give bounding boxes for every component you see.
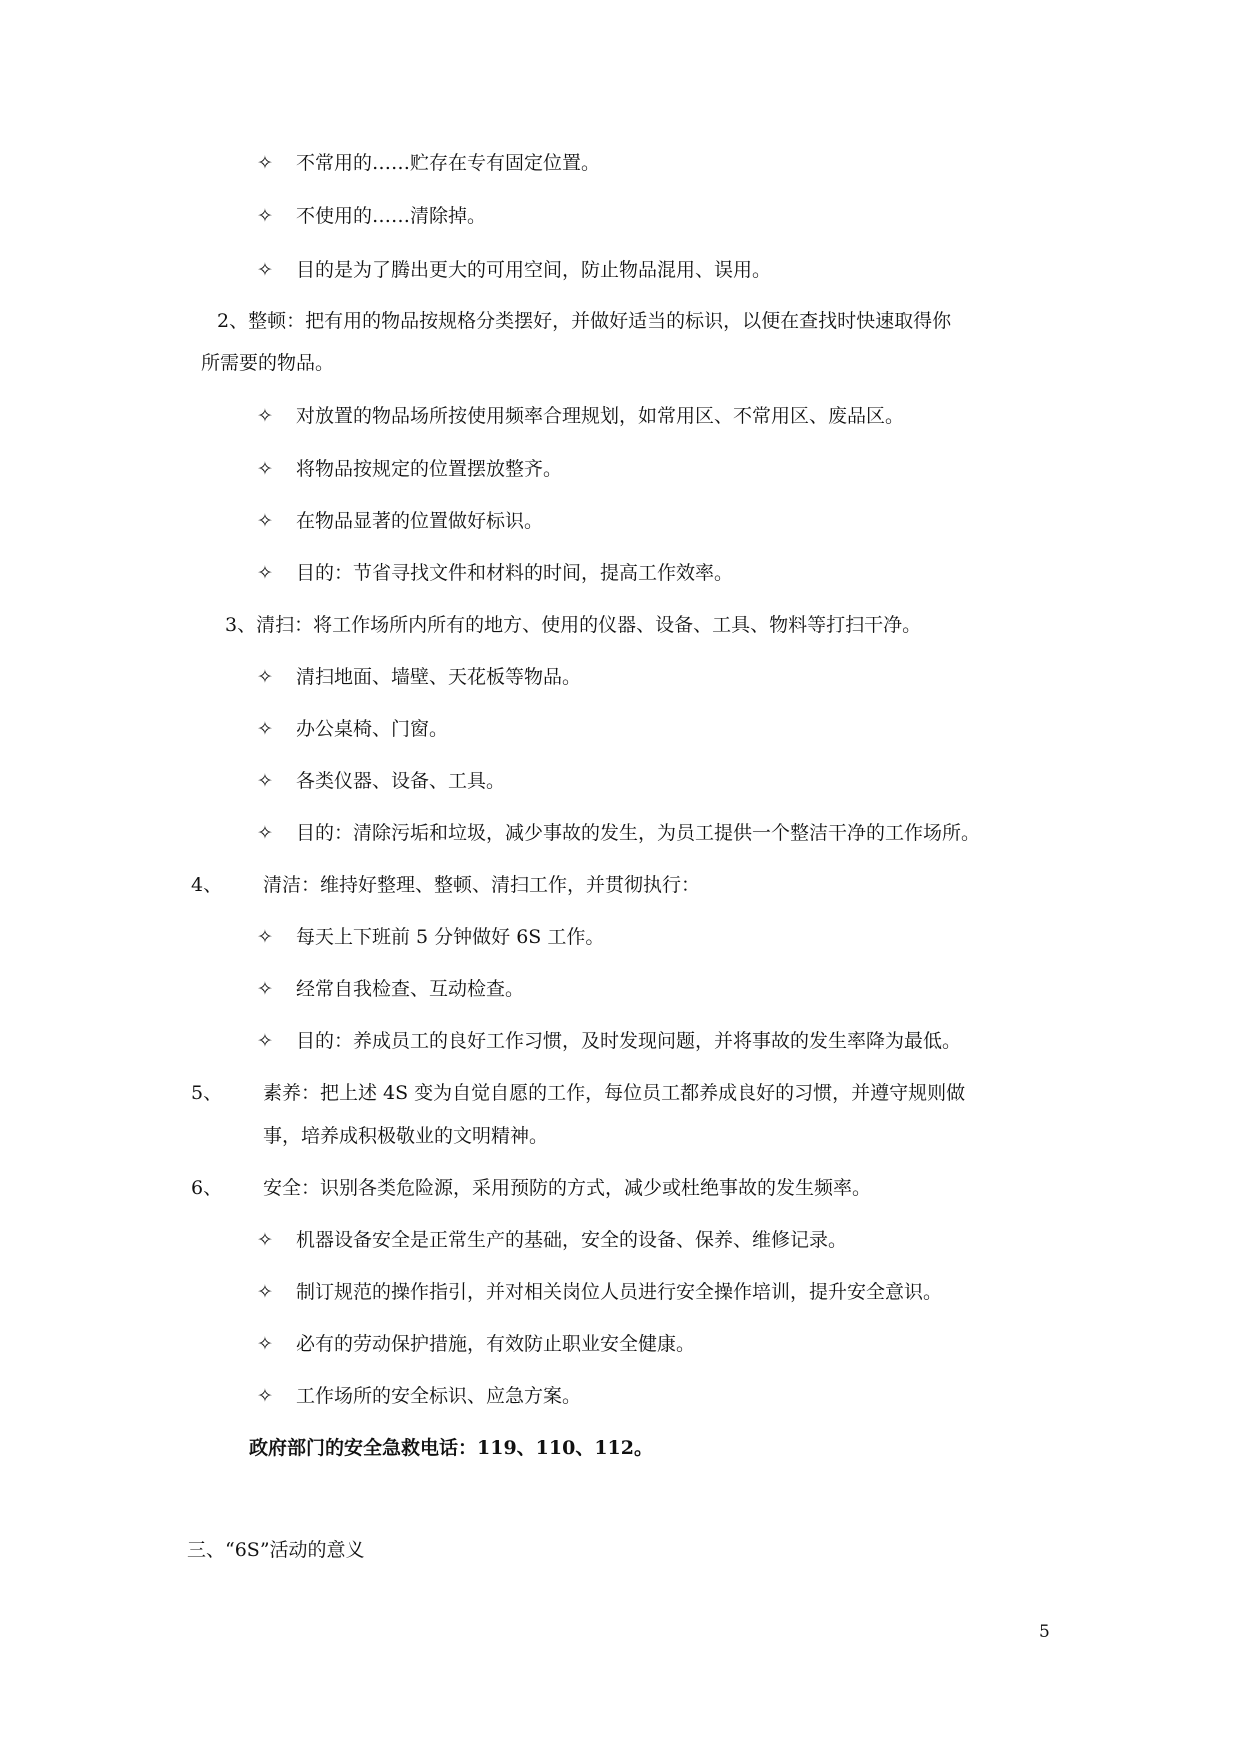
section-5-number: 5、: [191, 1082, 223, 1104]
bullet-icon: ✧: [257, 405, 273, 427]
bullet-icon: ✧: [257, 510, 273, 532]
bullet-icon: ✧: [257, 666, 273, 688]
list-item: 在物品显著的位置做好标识。: [296, 510, 544, 532]
bullet-icon: ✧: [257, 562, 273, 584]
emergency-phone-numbers: 政府部门的安全急救电话：119、110、112。: [249, 1437, 653, 1459]
bullet-icon: ✧: [257, 259, 273, 281]
section-4-number: 4、: [191, 874, 223, 896]
bullet-icon: ✧: [257, 926, 273, 948]
list-item: 制订规范的操作指引，并对相关岗位人员进行安全操作培训，提升安全意识。: [296, 1281, 943, 1303]
section-5-heading-cont: 事，培养成积极敬业的文明精神。: [263, 1125, 549, 1147]
bullet-icon: ✧: [257, 1385, 273, 1407]
section-4-heading: 清洁：维持好整理、整顿、清扫工作，并贯彻执行：: [263, 874, 701, 896]
bullet-icon: ✧: [257, 718, 273, 740]
bullet-icon: ✧: [257, 458, 273, 480]
list-item: 工作场所的安全标识、应急方案。: [296, 1385, 582, 1407]
list-item: 每天上下班前 5 分钟做好 6S 工作。: [296, 926, 605, 948]
list-item: 办公桌椅、门窗。: [296, 718, 449, 740]
section-three-title: 三、“6S”活动的意义: [187, 1539, 365, 1561]
list-item: 目的是为了腾出更大的可用空间，防止物品混用、误用。: [296, 259, 772, 281]
list-item: 经常自我检查、互动检查。: [296, 978, 525, 1000]
list-item: 将物品按规定的位置摆放整齐。: [296, 458, 563, 480]
list-item: 目的：清除污垢和垃圾，减少事故的发生，为员工提供一个整洁干净的工作场所。: [296, 822, 981, 844]
list-item: 对放置的物品场所按使用频率合理规划，如常用区、不常用区、废品区。: [296, 405, 905, 427]
section-6-number: 6、: [191, 1177, 223, 1199]
list-item: 不常用的……贮存在专有固定位置。: [296, 152, 601, 174]
list-item: 清扫地面、墙壁、天花板等物品。: [296, 666, 582, 688]
bullet-icon: ✧: [257, 822, 273, 844]
list-item: 不使用的……清除掉。: [296, 205, 487, 227]
bullet-icon: ✧: [257, 770, 273, 792]
bullet-icon: ✧: [257, 152, 273, 174]
section-5-heading: 素养：把上述 4S 变为自觉自愿的工作，每位员工都养成良好的习惯，并遵守规则做: [263, 1082, 966, 1104]
bullet-icon: ✧: [257, 1229, 273, 1251]
bullet-icon: ✧: [257, 1030, 273, 1052]
list-item: 必有的劳动保护措施，有效防止职业安全健康。: [296, 1333, 696, 1355]
page-number: 5: [1039, 1622, 1050, 1642]
list-item: 各类仪器、设备、工具。: [296, 770, 506, 792]
list-item: 目的：养成员工的良好工作习惯，及时发现问题，并将事故的发生率降为最低。: [296, 1030, 962, 1052]
section-6-heading: 安全：识别各类危险源，采用预防的方式，减少或杜绝事故的发生频率。: [263, 1177, 872, 1199]
bullet-icon: ✧: [257, 978, 273, 1000]
list-item: 机器设备安全是正常生产的基础，安全的设备、保养、维修记录。: [296, 1229, 848, 1251]
bullet-icon: ✧: [257, 1333, 273, 1355]
section-2-heading: 2、整顿：把有用的物品按规格分类摆好，并做好适当的标识，以便在查找时快速取得你: [217, 310, 952, 332]
bullet-icon: ✧: [257, 1281, 273, 1303]
bullet-icon: ✧: [257, 205, 273, 227]
list-item: 目的：节省寻找文件和材料的时间，提高工作效率。: [296, 562, 734, 584]
section-3-heading: 3、清扫：将工作场所内所有的地方、使用的仪器、设备、工具、物料等打扫干净。: [225, 614, 922, 636]
section-2-heading-cont: 所需要的物品。: [201, 352, 335, 374]
